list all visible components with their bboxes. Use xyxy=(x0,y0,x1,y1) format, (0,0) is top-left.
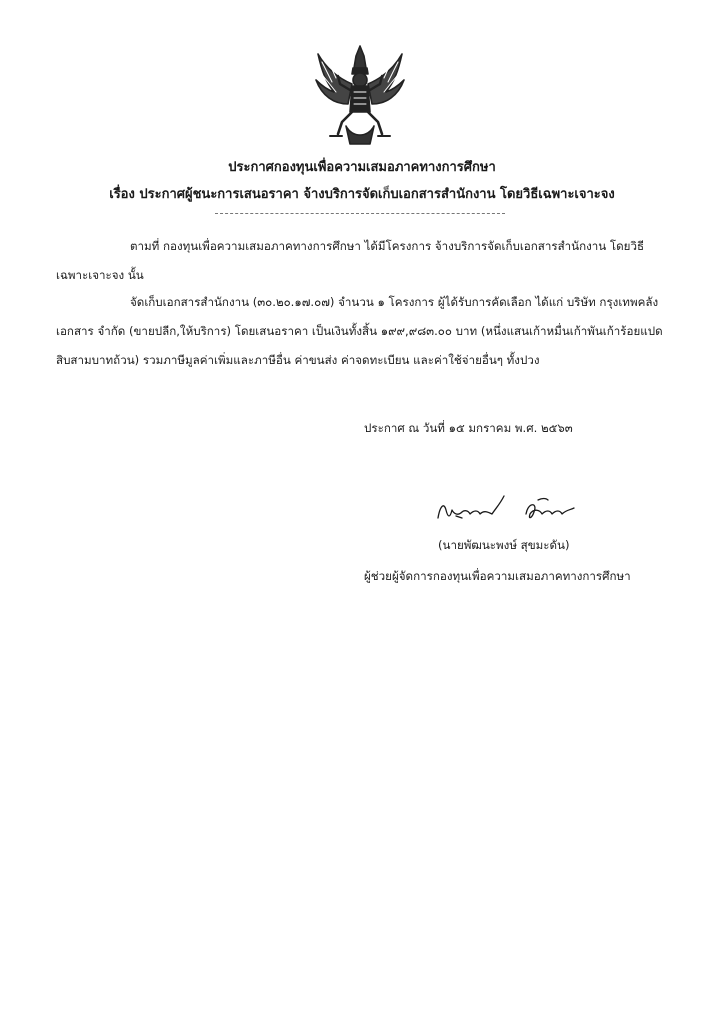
handwritten-signature-icon xyxy=(434,488,584,528)
document-title: ประกาศกองทุนเพื่อความเสมอภาคทางการศึกษา xyxy=(228,160,496,175)
signer-position: ผู้ช่วยผู้จัดการกองทุนเพื่อความเสมอภาคทางการศึกษา xyxy=(364,569,631,583)
paragraph-award: จัดเก็บเอกสารสำนักงาน (๓๐.๒๐.๑๗.๐๗) จำนวน ๑ โครงการ ผู้ได้รับการคัดเลือก ได้แก่ บริษัท กรุงเทพคลังเอกสาร จำกัด (ขายปลีก,ให้บริการ) โดยเสนอราคา เป็นเงินทั้งสิ้น ๑๙๙,๙๘๓.๐๐ บาท (หนึ่งแสนเก้าหมื่นเก้าพันเก้าร้อยแปดสิบสามบาทถ้วน) รวมภาษีมูลค่าเพิ่มและภาษีอื่น ค่าขนส่ง ค่าจดทะเบียน และค่าใช้จ่ายอื่นๆ ทั้งปวง xyxy=(56,295,663,367)
signer-name: (นายพัฒนะพงษ์ สุขมะดัน) xyxy=(438,538,570,552)
dashed-divider xyxy=(215,213,505,214)
document-subject: เรื่อง ประกาศผู้ชนะการเสนอราคา จ้างบริการจัดเก็บเอกสารสำนักงาน โดยวิธีเฉพาะเจาะจง xyxy=(109,187,615,202)
garuda-emblem-icon xyxy=(308,42,412,146)
paragraph-intro: ตามที่ กองทุนเพื่อความเสมอภาคทางการศึกษา ได้มีโครงการ จ้างบริการจัดเก็บเอกสารสำนักงาน โดยวิธีเฉพาะเจาะจง นั้น xyxy=(56,239,645,282)
announcement-date: ประกาศ ณ วันที่ ๑๕ มกราคม พ.ศ. ๒๕๖๓ xyxy=(364,421,573,435)
